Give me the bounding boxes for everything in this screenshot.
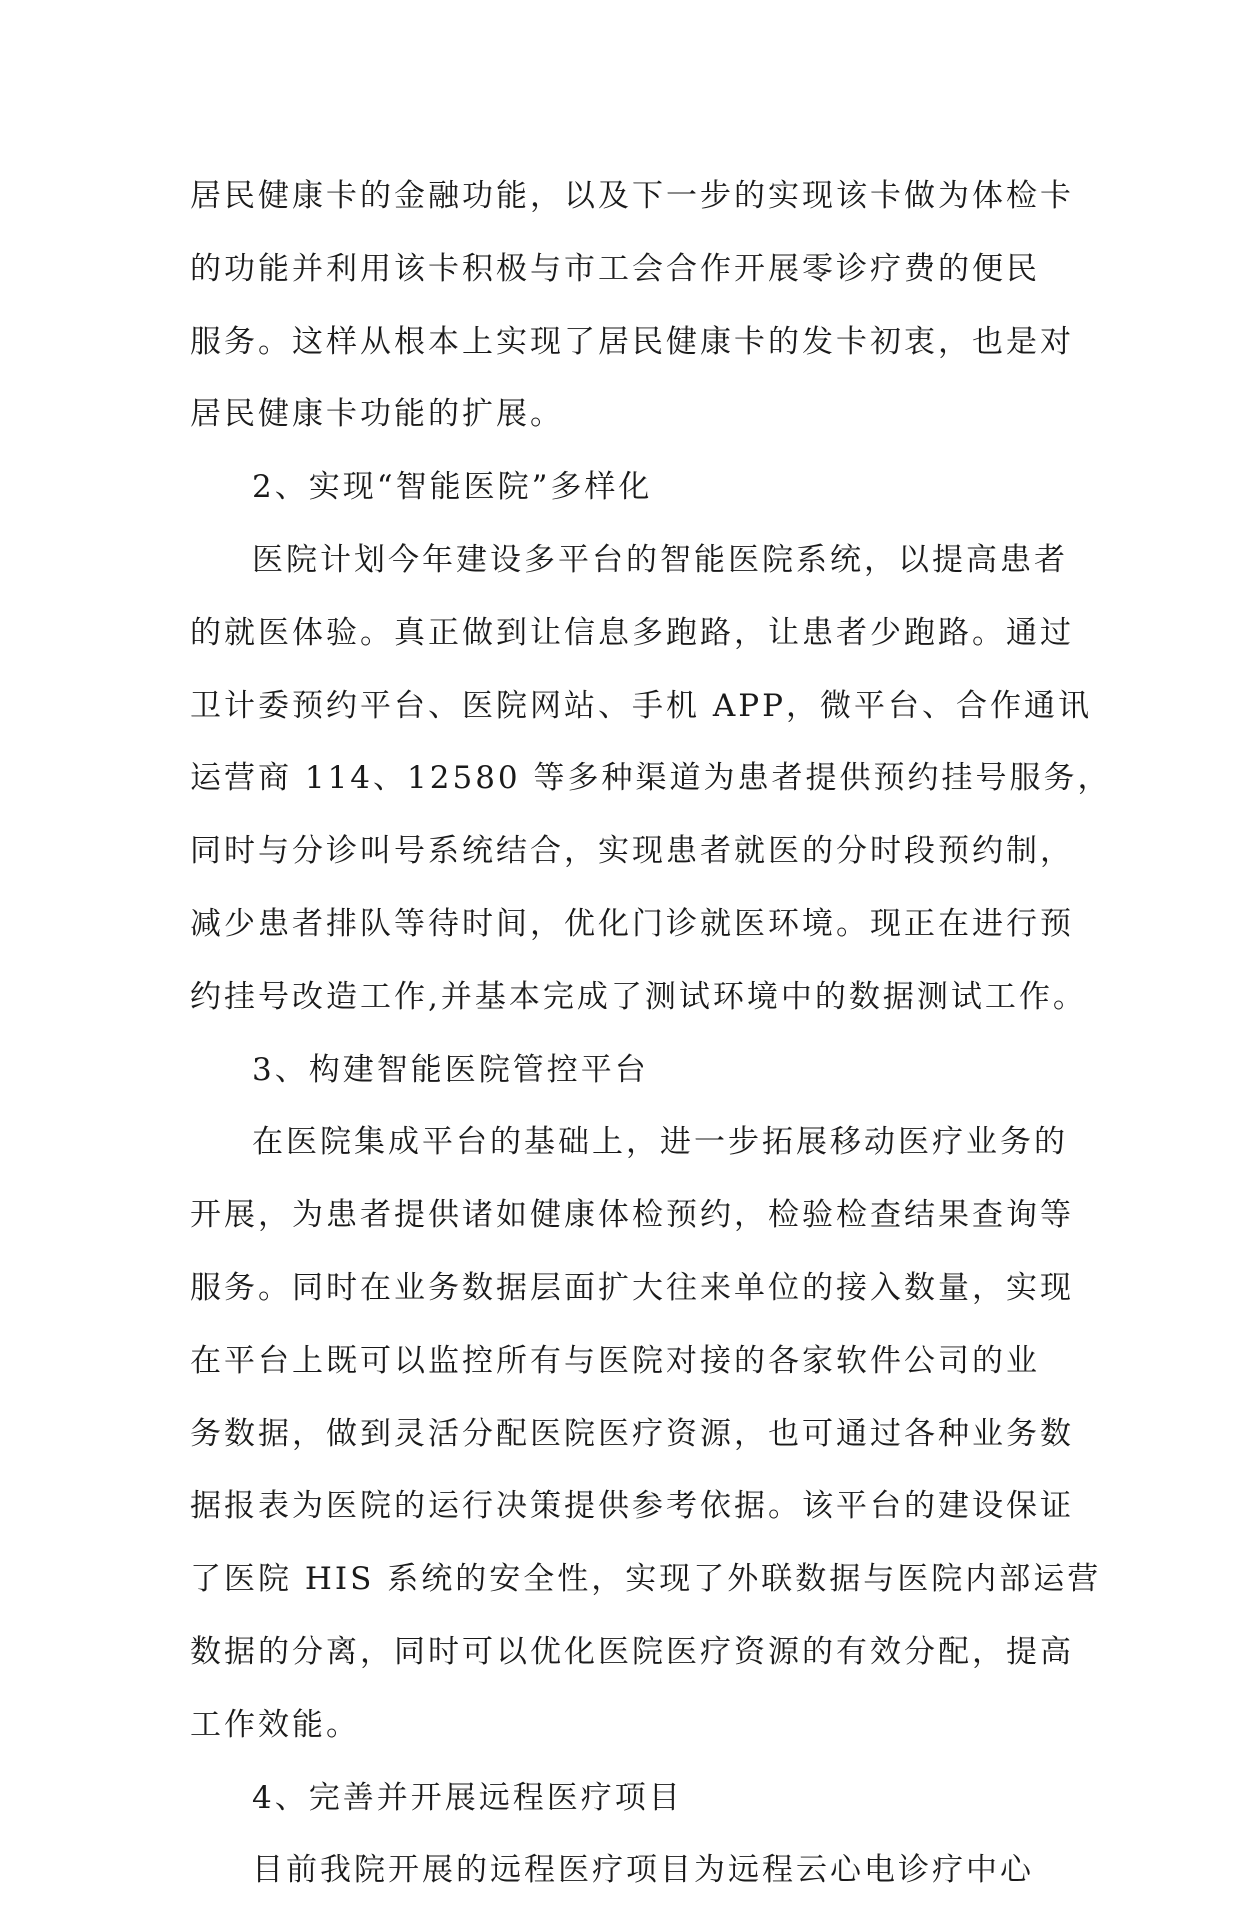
text-line: 务数据，做到灵活分配医院医疗资源，也可通过各种业务数	[190, 1415, 1074, 1452]
text-line: 卫计委预约平台、医院网站、手机 APP，微平台、合作通讯	[190, 687, 1092, 724]
section-heading: 4、完善并开展远程医疗项目	[252, 1779, 683, 1816]
text-line: 了医院 HIS 系统的安全性，实现了外联数据与医院内部运营	[190, 1561, 1102, 1598]
text-line: 医院计划今年建设多平台的智能医院系统，以提高患者	[252, 541, 1068, 578]
section-heading: 2、实现“智能医院”多样化	[252, 469, 653, 506]
text-line: 服务。这样从根本上实现了居民健康卡的发卡初衷，也是对	[190, 323, 1074, 360]
text-line: 的功能并利用该卡积极与市工会合作开展零诊疗费的便民	[190, 250, 1040, 287]
text-line: 据报表为医院的运行决策提供参考依据。该平台的建设保证	[190, 1488, 1074, 1525]
text-line: 居民健康卡的金融功能，以及下一步的实现该卡做为体检卡	[190, 178, 1074, 214]
text-line: 居民健康卡功能的扩展。	[190, 396, 564, 433]
text-line: 数据的分离，同时可以优化医院医疗资源的有效分配，提高	[190, 1633, 1074, 1670]
text-line: 服务。同时在业务数据层面扩大往来单位的接入数量，实现	[190, 1269, 1074, 1306]
text-line: 目前我院开展的远程医疗项目为远程云心电诊疗中心	[252, 1852, 1034, 1889]
text-line: 约挂号改造工作,并基本完成了测试环境中的数据测试工作。	[190, 978, 1087, 1015]
text-line: 的就医体验。真正做到让信息多跑路，让患者少跑路。通过	[190, 614, 1074, 651]
text-line: 运营商 114、12580 等多种渠道为患者提供预约挂号服务，	[190, 760, 1112, 797]
text-line: 同时与分诊叫号系统结合，实现患者就医的分时段预约制，	[190, 833, 1074, 870]
text-line: 在平台上既可以监控所有与医院对接的各家软件公司的业	[190, 1342, 1040, 1379]
text-line: 在医院集成平台的基础上，进一步拓展移动医疗业务的	[252, 1124, 1068, 1161]
document-body	[190, 160, 1112, 1907]
section-heading: 3、构建智能医院管控平台	[252, 1051, 649, 1088]
text-line: 减少患者排队等待时间，优化门诊就医环境。现正在进行预	[190, 905, 1074, 942]
text-line: 工作效能。	[190, 1706, 360, 1743]
text-line: 开展，为患者提供诸如健康体检预约，检验检查结果查询等	[190, 1197, 1074, 1234]
